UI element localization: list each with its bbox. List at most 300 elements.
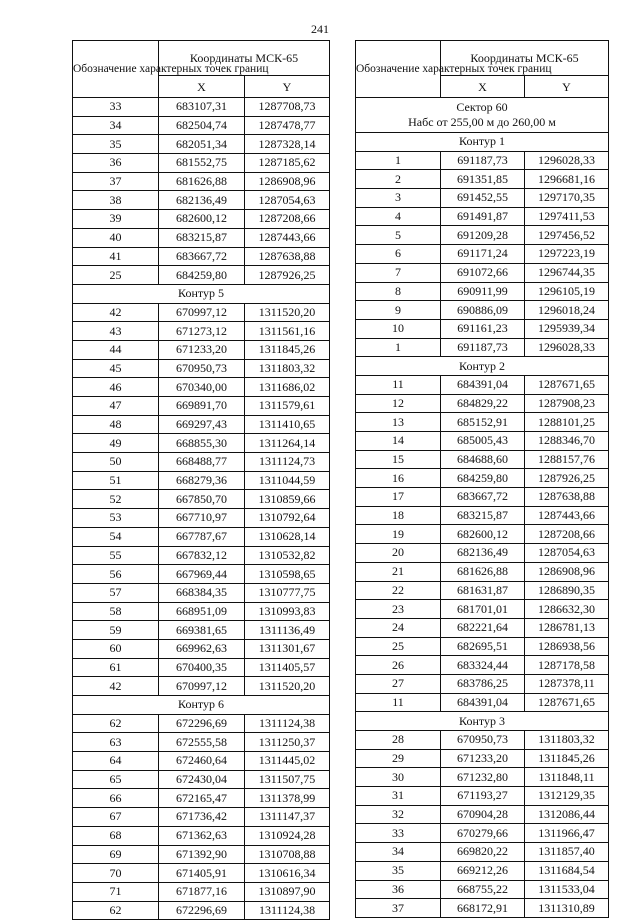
x-coordinate-cell: 690886,09	[441, 301, 525, 320]
y-coordinate-cell: 1288346,70	[525, 432, 609, 451]
y-coordinate-cell: 1311378,99	[245, 789, 330, 808]
point-id-cell: 15	[356, 450, 441, 469]
point-id-cell: 32	[356, 805, 441, 824]
point-id-cell: 61	[73, 658, 159, 677]
y-coordinate-cell: 1311044,59	[245, 471, 330, 490]
header-x: X	[441, 76, 525, 98]
x-coordinate-cell: 682051,34	[159, 135, 245, 154]
x-coordinate-cell: 691452,55	[441, 189, 525, 208]
table-row	[356, 394, 609, 413]
point-id-cell: 33	[73, 98, 159, 117]
y-coordinate-cell: 1287443,66	[245, 228, 330, 247]
x-coordinate-cell: 668384,35	[159, 583, 245, 602]
section-row	[356, 133, 609, 152]
y-coordinate-cell: 1311803,32	[525, 731, 609, 750]
point-id-cell: 17	[356, 488, 441, 507]
y-coordinate-cell: 1311136,49	[245, 621, 330, 640]
point-id-cell: 56	[73, 565, 159, 584]
point-id-cell: 71	[73, 882, 159, 901]
x-coordinate-cell: 667832,12	[159, 546, 245, 565]
point-id-cell: 2	[356, 170, 441, 189]
y-coordinate-cell: 1287478,77	[245, 116, 330, 135]
y-coordinate-cell: 1311520,20	[245, 303, 330, 322]
x-coordinate-cell: 682695,51	[441, 637, 525, 656]
y-coordinate-cell: 1287671,65	[525, 693, 609, 712]
x-coordinate-cell: 671273,12	[159, 322, 245, 341]
y-coordinate-cell: 1310616,34	[245, 864, 330, 883]
point-id-cell: 44	[73, 340, 159, 359]
y-coordinate-cell: 1296028,33	[525, 338, 609, 357]
point-id-cell: 64	[73, 752, 159, 771]
point-id-cell: 43	[73, 322, 159, 341]
header-point-designation: Обозначение характерных точек границ	[356, 41, 441, 98]
y-coordinate-cell: 1297456,52	[525, 226, 609, 245]
point-id-cell: 37	[73, 172, 159, 191]
y-coordinate-cell: 1287328,14	[245, 135, 330, 154]
x-coordinate-cell: 670340,00	[159, 378, 245, 397]
table-row	[356, 600, 609, 619]
y-coordinate-cell: 1311848,11	[525, 768, 609, 787]
point-id-cell: 55	[73, 546, 159, 565]
point-id-cell: 38	[73, 191, 159, 210]
table-row	[356, 693, 609, 712]
x-coordinate-cell: 681701,01	[441, 600, 525, 619]
table-row	[73, 378, 330, 397]
y-coordinate-cell: 1296681,16	[525, 170, 609, 189]
x-coordinate-cell: 685152,91	[441, 413, 525, 432]
table-row	[356, 525, 609, 544]
y-coordinate-cell: 1287708,73	[245, 98, 330, 117]
x-coordinate-cell: 670904,28	[441, 805, 525, 824]
x-coordinate-cell: 671736,42	[159, 808, 245, 827]
x-coordinate-cell: 682136,49	[441, 544, 525, 563]
table-row	[73, 509, 330, 528]
x-coordinate-cell: 669962,63	[159, 639, 245, 658]
x-coordinate-cell: 672430,04	[159, 770, 245, 789]
point-id-cell: 25	[356, 637, 441, 656]
y-coordinate-cell: 1311445,02	[245, 752, 330, 771]
y-coordinate-cell: 1311410,65	[245, 415, 330, 434]
x-coordinate-cell: 684391,04	[441, 375, 525, 394]
y-coordinate-cell: 1311845,26	[525, 749, 609, 768]
point-id-cell: 10	[356, 319, 441, 338]
table-row	[73, 527, 330, 546]
x-coordinate-cell: 668951,09	[159, 602, 245, 621]
point-id-cell: 63	[73, 733, 159, 752]
y-coordinate-cell: 1310993,83	[245, 602, 330, 621]
y-coordinate-cell: 1287926,25	[245, 266, 330, 285]
table-row	[356, 413, 609, 432]
table-row	[73, 733, 330, 752]
x-coordinate-cell: 691209,28	[441, 226, 525, 245]
point-id-cell: 46	[73, 378, 159, 397]
table-row	[73, 639, 330, 658]
table-row	[356, 581, 609, 600]
y-coordinate-cell: 1311845,26	[245, 340, 330, 359]
x-coordinate-cell: 690911,99	[441, 282, 525, 301]
y-coordinate-cell: 1312129,35	[525, 787, 609, 806]
table-row	[356, 170, 609, 189]
point-id-cell: 49	[73, 434, 159, 453]
x-coordinate-cell: 669820,22	[441, 843, 525, 862]
table-row	[73, 266, 330, 285]
y-coordinate-cell: 1310859,66	[245, 490, 330, 509]
table-row	[73, 191, 330, 210]
x-coordinate-cell: 683215,87	[441, 506, 525, 525]
y-coordinate-cell: 1311507,75	[245, 770, 330, 789]
section-title: Контур 5	[73, 284, 330, 303]
y-coordinate-cell: 1286890,35	[525, 581, 609, 600]
point-id-cell: 28	[356, 731, 441, 750]
x-coordinate-cell: 683667,72	[441, 488, 525, 507]
point-id-cell: 42	[73, 303, 159, 322]
header-coordinates: Координаты МСК-65	[159, 41, 330, 76]
point-id-cell: 21	[356, 562, 441, 581]
section-row	[356, 357, 609, 376]
x-coordinate-cell: 691351,85	[441, 170, 525, 189]
table-row	[356, 805, 609, 824]
point-id-cell: 37	[356, 899, 441, 918]
x-coordinate-cell: 669297,43	[159, 415, 245, 434]
table-row	[356, 843, 609, 862]
x-coordinate-cell: 685005,43	[441, 432, 525, 451]
x-coordinate-cell: 691491,87	[441, 207, 525, 226]
y-coordinate-cell: 1287926,25	[525, 469, 609, 488]
x-coordinate-cell: 681631,87	[441, 581, 525, 600]
y-coordinate-cell: 1286938,56	[525, 637, 609, 656]
point-id-cell: 3	[356, 189, 441, 208]
y-coordinate-cell: 1311579,61	[245, 397, 330, 416]
x-coordinate-cell: 668855,30	[159, 434, 245, 453]
x-coordinate-cell: 691161,23	[441, 319, 525, 338]
x-coordinate-cell: 683215,87	[159, 228, 245, 247]
table-row	[73, 808, 330, 827]
page-number: 241	[311, 22, 329, 36]
table-row	[73, 359, 330, 378]
x-coordinate-cell: 683667,72	[159, 247, 245, 266]
point-id-cell: 6	[356, 245, 441, 264]
table-row	[73, 116, 330, 135]
x-coordinate-cell: 691072,66	[441, 263, 525, 282]
table-row	[73, 135, 330, 154]
x-coordinate-cell: 671193,27	[441, 787, 525, 806]
x-coordinate-cell: 671877,16	[159, 882, 245, 901]
y-coordinate-cell: 1296018,24	[525, 301, 609, 320]
point-id-cell: 20	[356, 544, 441, 563]
point-id-cell: 26	[356, 656, 441, 675]
point-id-cell: 16	[356, 469, 441, 488]
point-id-cell: 8	[356, 282, 441, 301]
y-coordinate-cell: 1295939,34	[525, 319, 609, 338]
table-row	[73, 826, 330, 845]
table-row	[356, 151, 609, 170]
header-x: X	[159, 76, 245, 98]
point-id-cell: 24	[356, 618, 441, 637]
point-id-cell: 25	[73, 266, 159, 285]
x-coordinate-cell: 669381,65	[159, 621, 245, 640]
point-id-cell: 57	[73, 583, 159, 602]
point-id-cell: 30	[356, 768, 441, 787]
x-coordinate-cell: 671392,90	[159, 845, 245, 864]
section-title: Контур 6	[73, 696, 330, 715]
table-row	[356, 263, 609, 282]
table-row	[356, 562, 609, 581]
table-row	[73, 471, 330, 490]
table-row	[73, 434, 330, 453]
x-coordinate-cell: 672555,58	[159, 733, 245, 752]
table-row	[73, 565, 330, 584]
y-coordinate-cell: 1311686,02	[245, 378, 330, 397]
x-coordinate-cell: 672296,69	[159, 901, 245, 920]
y-coordinate-cell: 1287378,11	[525, 674, 609, 693]
y-coordinate-cell: 1310792,64	[245, 509, 330, 528]
point-id-cell: 62	[73, 714, 159, 733]
x-coordinate-cell: 671233,20	[159, 340, 245, 359]
section-title: Контур 3	[356, 712, 609, 731]
y-coordinate-cell: 1287178,58	[525, 656, 609, 675]
table-row	[356, 319, 609, 338]
x-coordinate-cell: 682504,74	[159, 116, 245, 135]
sector-name: Сектор 60	[456, 100, 508, 114]
header-point-designation: Обозначение характерных точек границ	[73, 41, 159, 98]
point-id-cell: 40	[73, 228, 159, 247]
table-row	[73, 322, 330, 341]
table-row	[73, 583, 330, 602]
x-coordinate-cell: 671232,80	[441, 768, 525, 787]
x-coordinate-cell: 672460,64	[159, 752, 245, 771]
table-row	[356, 861, 609, 880]
x-coordinate-cell: 684829,22	[441, 394, 525, 413]
x-coordinate-cell: 667969,44	[159, 565, 245, 584]
table-row	[356, 189, 609, 208]
point-id-cell: 12	[356, 394, 441, 413]
y-coordinate-cell: 1286781,13	[525, 618, 609, 637]
point-id-cell: 67	[73, 808, 159, 827]
header-y: Y	[245, 76, 330, 98]
y-coordinate-cell: 1311250,37	[245, 733, 330, 752]
point-id-cell: 59	[73, 621, 159, 640]
table-row	[73, 210, 330, 229]
x-coordinate-cell: 681626,88	[441, 562, 525, 581]
y-coordinate-cell: 1311803,32	[245, 359, 330, 378]
table-row	[356, 207, 609, 226]
section-title: Контур 2	[356, 357, 609, 376]
x-coordinate-cell: 682600,12	[441, 525, 525, 544]
y-coordinate-cell: 1310777,75	[245, 583, 330, 602]
point-id-cell: 42	[73, 677, 159, 696]
y-coordinate-cell: 1286908,96	[245, 172, 330, 191]
point-id-cell: 68	[73, 826, 159, 845]
y-coordinate-cell: 1311533,04	[525, 880, 609, 899]
x-coordinate-cell: 672165,47	[159, 789, 245, 808]
table-row	[356, 488, 609, 507]
table-row	[356, 544, 609, 563]
header-coordinates: Координаты МСК-65	[441, 41, 609, 76]
x-coordinate-cell: 684259,80	[159, 266, 245, 285]
y-coordinate-cell: 1311684,54	[525, 861, 609, 880]
table-row	[73, 172, 330, 191]
y-coordinate-cell: 1286632,30	[525, 600, 609, 619]
x-coordinate-cell: 691171,24	[441, 245, 525, 264]
y-coordinate-cell: 1310628,14	[245, 527, 330, 546]
y-coordinate-cell: 1310897,90	[245, 882, 330, 901]
x-coordinate-cell: 670400,35	[159, 658, 245, 677]
sector-row	[356, 98, 609, 133]
x-coordinate-cell: 670950,73	[159, 359, 245, 378]
point-id-cell: 70	[73, 864, 159, 883]
y-coordinate-cell: 1288157,76	[525, 450, 609, 469]
table-row	[356, 226, 609, 245]
table-row	[356, 656, 609, 675]
y-coordinate-cell: 1311124,38	[245, 714, 330, 733]
point-id-cell: 34	[356, 843, 441, 862]
y-coordinate-cell: 1287208,66	[245, 210, 330, 229]
x-coordinate-cell: 672296,69	[159, 714, 245, 733]
point-id-cell: 58	[73, 602, 159, 621]
x-coordinate-cell: 682221,64	[441, 618, 525, 637]
table-row	[73, 658, 330, 677]
point-id-cell: 50	[73, 453, 159, 472]
x-coordinate-cell: 668279,36	[159, 471, 245, 490]
table-row	[73, 546, 330, 565]
point-id-cell: 31	[356, 787, 441, 806]
x-coordinate-cell: 669212,26	[441, 861, 525, 880]
y-coordinate-cell: 1310708,88	[245, 845, 330, 864]
y-coordinate-cell: 1297170,35	[525, 189, 609, 208]
y-coordinate-cell: 1288101,25	[525, 413, 609, 432]
point-id-cell: 5	[356, 226, 441, 245]
table-row	[356, 375, 609, 394]
table-row	[73, 154, 330, 173]
sector-title	[356, 98, 609, 133]
table-row	[356, 787, 609, 806]
x-coordinate-cell: 668172,91	[441, 899, 525, 918]
table-row	[356, 450, 609, 469]
x-coordinate-cell: 667850,70	[159, 490, 245, 509]
table-row	[73, 453, 330, 472]
table-row	[356, 749, 609, 768]
x-coordinate-cell: 670279,66	[441, 824, 525, 843]
point-id-cell: 41	[73, 247, 159, 266]
y-coordinate-cell: 1311124,73	[245, 453, 330, 472]
table-row	[356, 245, 609, 264]
table-row	[73, 677, 330, 696]
section-row	[73, 284, 330, 303]
y-coordinate-cell: 1311520,20	[245, 677, 330, 696]
table-row	[73, 752, 330, 771]
table-row	[356, 282, 609, 301]
x-coordinate-cell: 670950,73	[441, 731, 525, 750]
x-coordinate-cell: 670997,12	[159, 677, 245, 696]
point-id-cell: 45	[73, 359, 159, 378]
y-coordinate-cell: 1287054,63	[525, 544, 609, 563]
coordinates-table-left	[72, 40, 330, 920]
point-id-cell: 35	[73, 135, 159, 154]
y-coordinate-cell: 1287208,66	[525, 525, 609, 544]
y-coordinate-cell: 1287443,66	[525, 506, 609, 525]
point-id-cell: 53	[73, 509, 159, 528]
y-coordinate-cell: 1297223,19	[525, 245, 609, 264]
table-row	[73, 714, 330, 733]
table-row	[73, 789, 330, 808]
x-coordinate-cell: 682136,49	[159, 191, 245, 210]
y-coordinate-cell: 1311301,67	[245, 639, 330, 658]
point-id-cell: 18	[356, 506, 441, 525]
x-coordinate-cell: 671362,63	[159, 826, 245, 845]
x-coordinate-cell: 683786,25	[441, 674, 525, 693]
point-id-cell: 7	[356, 263, 441, 282]
point-id-cell: 23	[356, 600, 441, 619]
point-id-cell: 66	[73, 789, 159, 808]
point-id-cell: 29	[356, 749, 441, 768]
x-coordinate-cell: 681626,88	[159, 172, 245, 191]
y-coordinate-cell: 1312086,44	[525, 805, 609, 824]
table-row	[73, 247, 330, 266]
coordinates-table-right	[355, 40, 609, 918]
y-coordinate-cell: 1310532,82	[245, 546, 330, 565]
point-id-cell: 35	[356, 861, 441, 880]
table-row	[73, 901, 330, 920]
table-row	[356, 301, 609, 320]
table-row	[73, 303, 330, 322]
y-coordinate-cell: 1287671,65	[525, 375, 609, 394]
x-coordinate-cell: 670997,12	[159, 303, 245, 322]
y-coordinate-cell: 1311124,38	[245, 901, 330, 920]
y-coordinate-cell: 1311147,37	[245, 808, 330, 827]
point-id-cell: 52	[73, 490, 159, 509]
table-row	[356, 880, 609, 899]
table-row	[356, 637, 609, 656]
point-id-cell: 9	[356, 301, 441, 320]
point-id-cell: 48	[73, 415, 159, 434]
point-id-cell: 11	[356, 375, 441, 394]
header-y: Y	[525, 76, 609, 98]
y-coordinate-cell: 1310924,28	[245, 826, 330, 845]
point-id-cell: 54	[73, 527, 159, 546]
point-id-cell: 62	[73, 901, 159, 920]
point-id-cell: 14	[356, 432, 441, 451]
table-row	[73, 98, 330, 117]
x-coordinate-cell: 669891,70	[159, 397, 245, 416]
y-coordinate-cell: 1287638,88	[245, 247, 330, 266]
point-id-cell: 22	[356, 581, 441, 600]
x-coordinate-cell: 691187,73	[441, 338, 525, 357]
y-coordinate-cell: 1287054,63	[245, 191, 330, 210]
table-row	[73, 415, 330, 434]
x-coordinate-cell: 684688,60	[441, 450, 525, 469]
y-coordinate-cell: 1296105,19	[525, 282, 609, 301]
point-id-cell: 13	[356, 413, 441, 432]
x-coordinate-cell: 684391,04	[441, 693, 525, 712]
table-row	[356, 899, 609, 918]
point-id-cell: 51	[73, 471, 159, 490]
y-coordinate-cell: 1311264,14	[245, 434, 330, 453]
y-coordinate-cell: 1296028,33	[525, 151, 609, 170]
point-id-cell: 39	[73, 210, 159, 229]
table-row	[73, 602, 330, 621]
x-coordinate-cell: 671405,91	[159, 864, 245, 883]
table-row	[73, 621, 330, 640]
x-coordinate-cell: 668755,22	[441, 880, 525, 899]
point-id-cell: 33	[356, 824, 441, 843]
point-id-cell: 4	[356, 207, 441, 226]
table-row	[356, 338, 609, 357]
x-coordinate-cell: 682600,12	[159, 210, 245, 229]
point-id-cell: 1	[356, 151, 441, 170]
x-coordinate-cell: 681552,75	[159, 154, 245, 173]
section-row	[356, 712, 609, 731]
point-id-cell: 65	[73, 770, 159, 789]
